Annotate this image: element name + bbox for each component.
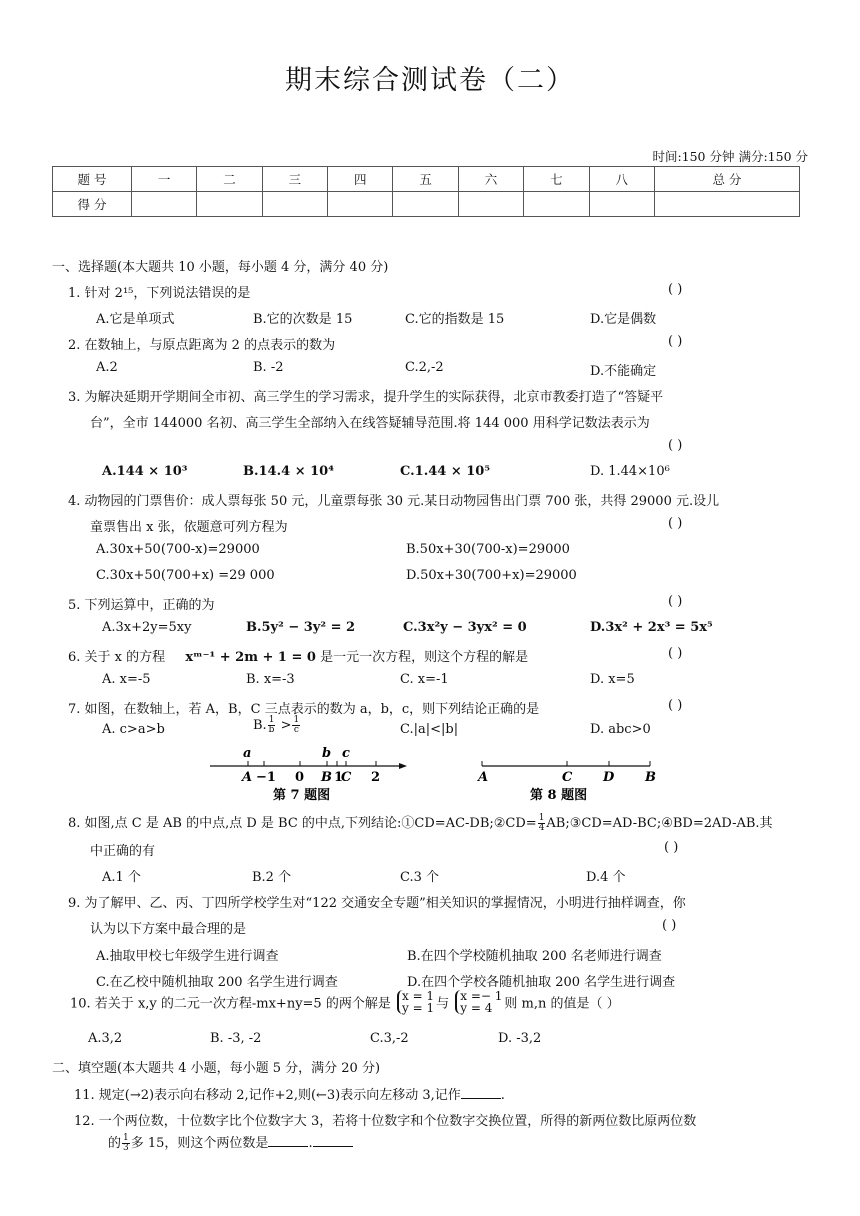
fig7-label-0: 0 [295,770,305,785]
q6-equation: xᵐ⁻¹ + 2m + 1 = 0 [185,650,316,665]
q3-option-a: A.144 × 10³ [102,464,188,479]
fig7-label-C: C [341,770,352,785]
q8-option-d: D.4 个 [586,870,626,885]
score-header-cell: 三 [262,167,327,192]
q10-system-2-line2: y = 4 [460,1001,493,1015]
q8-option-a: A.1 个 [102,870,141,885]
fig7-label-c: c [342,746,350,761]
q4-option-c: C.30x+50(700+x) =29 000 [96,568,275,583]
q5-answer-paren[interactable]: ( ) [668,594,683,609]
q8-fraction [538,814,546,833]
q4-option-b: B.50x+30(700-x)=29000 [406,542,570,557]
q8-stem-line2: 中正确的有 [90,844,156,859]
q6-stem [68,646,528,665]
q1-option-c: C.它的指数是 15 [405,312,505,327]
q5-option-a: A.3x+2y=5xy [102,620,192,635]
score-header-cell: 七 [524,167,589,192]
figures-7-8 [200,744,670,806]
q7-fraction-1-den: b [268,725,275,735]
score-cell[interactable] [328,192,393,217]
score-header-cell: 八 [589,167,654,192]
fig8-label-A: A [478,770,489,785]
q8-stem-part2: AB;③CD=AD-BC;④BD=2AD-AB.其 [546,816,773,831]
q7-greater-than: > [280,718,292,733]
q3-stem-line1: 3. 为解决延期开学期间全市初、高三学生的学习需求，提升学生的实际获得，北京市教委打造了“答疑平 [68,390,664,405]
fig7-label-minus1: −1 [256,770,276,785]
q7-fraction-2-num: 1 [293,715,300,725]
q10-option-c: C.3,-2 [370,1031,409,1046]
q7-fraction-1 [268,716,276,735]
q9-stem-line2: 认为以下方案中最合理的是 [90,922,247,937]
q9-option-b: B.在四个学校随机抽取 200 名老师进行调查 [407,949,662,964]
q11-stem-text: 11. 规定(→2)表示向右移动 2,记作+2,则(←3)表示向左移动 3,记作 [74,1088,461,1103]
q4-option-d: D.50x+30(700+x)=29000 [406,568,577,583]
fig7-label-a: a [243,746,252,761]
q5-option-b: B.5y² − 3y² = 2 [246,620,356,635]
q10-connector: 与 [436,996,450,1012]
score-header-cell: 总 分 [654,167,799,192]
q2-option-c: C.2,-2 [405,360,444,375]
q9-answer-paren[interactable]: ( ) [662,918,677,933]
q5-option-c: C.3x²y − 3yx² = 0 [403,620,527,635]
q1-stem: 1. 针对 2¹⁵，下列说法错误的是 [68,286,251,301]
q7-option-c: C.|a|<|b| [400,722,459,737]
q12-extra-blank[interactable] [313,1134,353,1147]
score-header-cell: 六 [458,167,523,192]
q3-option-c: C.1.44 × 10⁵ [400,464,491,479]
q2-stem: 2. 在数轴上，与原点距离为 2 的点表示的数为 [68,338,336,353]
score-cell[interactable] [458,192,523,217]
q7-option-b [253,716,301,735]
q1-option-d: D.它是偶数 [590,312,657,327]
q10-option-b: B. -3, -2 [210,1031,262,1046]
q8-answer-paren[interactable]: ( ) [664,840,679,855]
q9-option-d: D.在四个学校各随机抽取 200 名学生进行调查 [407,975,676,990]
q2-answer-paren[interactable]: ( ) [668,334,683,349]
q12-fraction [122,1134,130,1153]
q3-stem-line2: 台”，全市 144000 名初、高三学生全部纳入在线答疑辅导范围.将 144 000 用科学记数法表示为 [90,416,650,431]
section-1-heading: 一、选择题(本大题共 10 小题，每小题 4 分，满分 40 分) [52,260,389,275]
score-header-cell: 题 号 [53,167,132,192]
q12-stem-line2 [108,1132,353,1153]
fig7-label-1: 1 [334,770,344,785]
q10-system-1-line2: y = 1 [401,1001,435,1015]
section-2-heading: 二、填空题(本大题共 4 小题，每小题 5 分，满分 20 分) [52,1061,381,1076]
score-cell[interactable] [262,192,327,217]
q6-stem-suffix: 是一元一次方程，则这个方程的解是 [320,650,529,665]
score-cell[interactable] [132,192,197,217]
q3-answer-paren[interactable]: ( ) [668,438,683,453]
fig7-label-2: 2 [371,770,381,785]
page-title: 期末综合测试卷（二） [285,65,575,96]
q7-answer-paren[interactable]: ( ) [668,698,683,713]
q4-option-a: A.30x+50(700-x)=29000 [96,542,260,557]
score-cell[interactable] [393,192,458,217]
q2-option-a: A.2 [96,360,118,375]
fig7-label-A: A [242,770,253,785]
q10-stem-suffix[interactable]: 则 m,n 的值是（ ） [504,996,620,1012]
fig7-caption: 第 7 题图 [273,788,331,803]
q7-option-d: D. abc>0 [590,722,651,737]
fig7-label-b: b [322,746,332,761]
q12-prefix: 的 [108,1136,122,1151]
q7-fraction-2-den: c [293,725,299,735]
q10-option-a: A.3,2 [88,1031,123,1046]
q7-stem: 7. 如图，在数轴上，若 A，B，C 三点表示的数为 a，b，c，则下列结论正确的是 [68,702,540,717]
q9-option-c: C.在乙校中随机抽取 200 名学生进行调查 [96,975,338,990]
q12-stem-line1: 12. 一个两位数，十位数字比个位数字大 3，若将十位数字和个位数字交换位置，所得的新两位数比原两位数 [74,1114,697,1129]
fig8-label-C: C [562,770,573,785]
score-cell[interactable] [654,192,799,217]
q10-system-1 [397,990,434,1014]
q5-stem: 5. 下列运算中，正确的为 [68,598,215,613]
q4-stem-line1: 4. 动物园的门票售价：成人票每张 50 元，儿童票每张 30 元.某日动物园售出门票 700 张，共得 29000 元.设儿 [68,494,720,509]
score-cell[interactable] [197,192,262,217]
fig8-caption: 第 8 题图 [530,788,588,803]
q7-option-a: A. c>a>b [102,722,165,737]
q2-option-b: B. -2 [253,360,284,375]
time-info: 时间:150 分钟 满分:150 分 [652,149,808,164]
q8-fraction-num: 1 [538,813,545,823]
q11-stem-end: . [500,1088,505,1103]
q9-stem-line1: 9. 为了解甲、乙、丙、丁四所学校学生对“122 交通安全专题”相关知识的掌握情况，小明进行抽样调查，你 [68,896,686,911]
q5-option-d: D.3x² + 2x³ = 5x⁵ [590,620,713,635]
score-cell[interactable] [589,192,654,217]
score-table-header-row [53,167,800,192]
score-header-cell: 四 [328,167,393,192]
q1-option-a: A.它是单项式 [96,312,175,327]
q12-stem-end: . [308,1136,313,1151]
q8-fraction-den: 4 [538,823,545,833]
q12-stem-text: 多 15，则这个两位数是 [130,1136,269,1151]
q8-stem-part1: 8. 如图,点 C 是 AB 的中点,点 D 是 BC 的中点,下列结论:①CD=AC-DB;②CD= [68,816,537,831]
q6-option-a: A. x=-5 [102,672,151,687]
q8-option-c: C.3 个 [400,870,440,885]
q10-system-1-line1: x = 1 [401,989,435,1003]
q6-answer-paren[interactable]: ( ) [668,646,683,661]
q11-stem [74,1084,505,1103]
q3-option-d: D. 1.44×10⁶ [590,464,670,479]
q2-option-d: D.不能确定 [590,364,657,379]
q6-option-c: C. x=-1 [400,672,449,687]
q10-system-2-line1: x =− 1 [460,989,503,1003]
q6-option-b: B. x=-3 [246,672,295,687]
q10-option-d: D. -3,2 [498,1031,542,1046]
q6-option-d: D. x=5 [590,672,635,687]
q12-fraction-num: 1 [123,1133,129,1143]
q6-stem-prefix: 6. 关于 x 的方程 [68,650,166,665]
q7-fraction-1-num: 1 [268,715,275,725]
score-cell[interactable] [524,192,589,217]
q3-option-b: B.14.4 × 10⁴ [243,464,334,479]
q10-system-2 [455,990,502,1014]
score-header-cell: 五 [393,167,458,192]
q12-fraction-den: 3 [123,1143,129,1153]
fig7-arrow-head [399,763,407,769]
score-table [52,166,800,217]
fig8-label-B: B [645,770,656,785]
q9-option-a: A.抽取甲校七年级学生进行调查 [96,949,279,964]
fig7-label-B: B [321,770,332,785]
q8-option-b: B.2 个 [252,870,292,885]
fig8-label-D: D [603,770,615,785]
q4-stem-line2: 童票售出 x 张，依题意可列方程为 [90,520,288,535]
score-row-label: 得 分 [53,192,132,217]
score-header-cell: 二 [197,167,262,192]
q12-answer-blank[interactable] [268,1134,308,1147]
q7-fraction-2 [292,716,300,735]
score-table-score-row [53,192,800,217]
q10-stem-prefix: 10. 若关于 x,y 的二元一次方程-mx+ny=5 的两个解是 [70,996,391,1012]
q7-option-b-prefix: B. [253,718,267,733]
q1-answer-paren[interactable]: ( ) [668,282,683,297]
score-header-cell: 一 [132,167,197,192]
q8-stem-line1 [68,812,773,833]
q4-answer-paren[interactable]: ( ) [668,516,683,531]
q10-stem [70,990,620,1014]
q11-answer-blank[interactable] [461,1086,501,1099]
q1-option-b: B.它的次数是 15 [253,312,353,327]
